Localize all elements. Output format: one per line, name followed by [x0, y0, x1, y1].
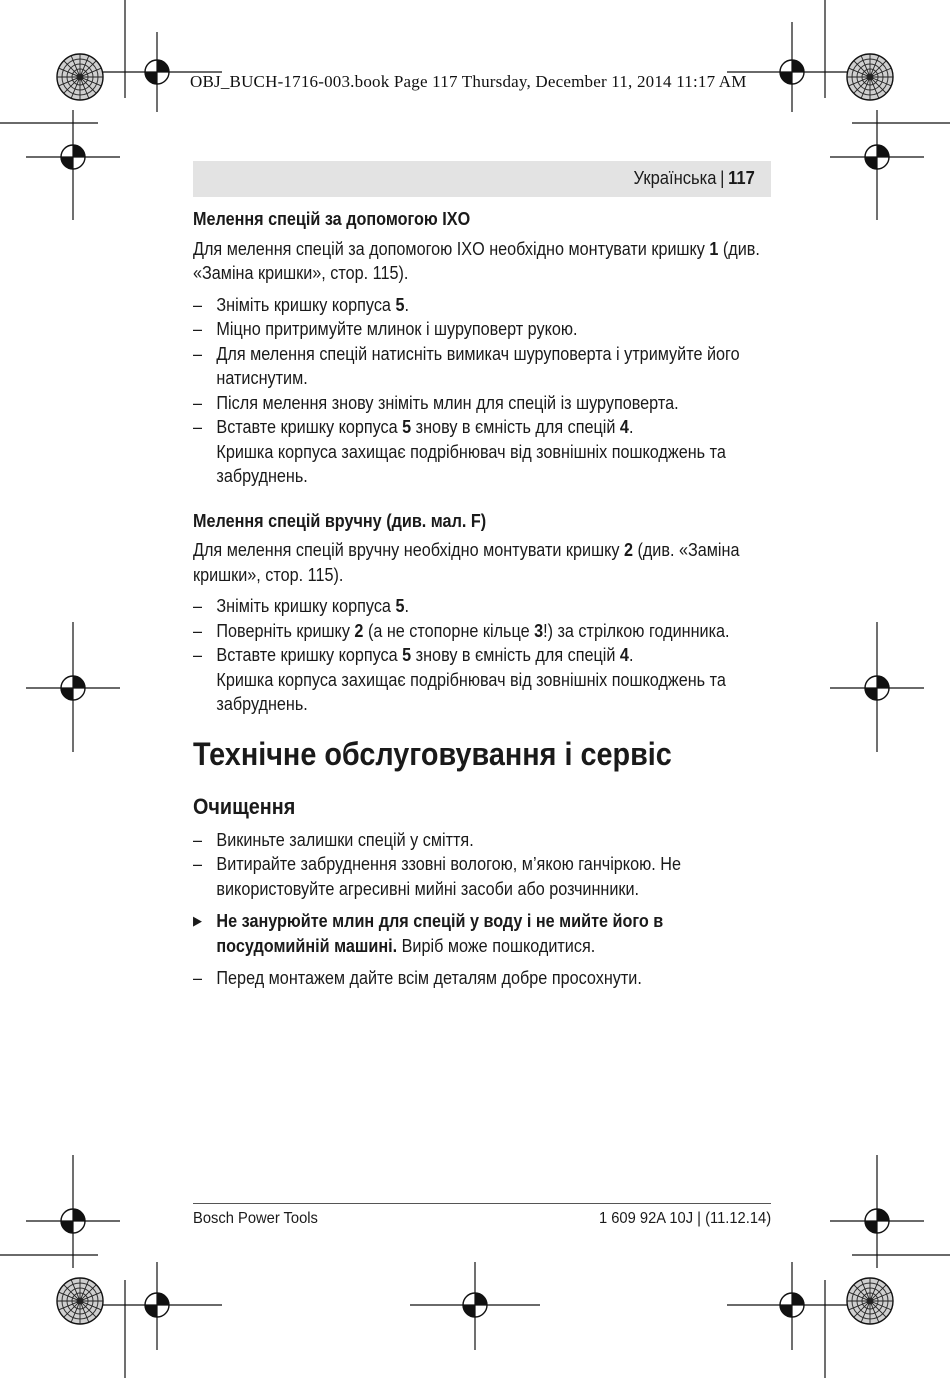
sec2-step-3: – Вставте кришку корпуса 5 знову в ємність для спецій 4. Кришка корпуса захищає подрібнювач від зовнішніх пошкоджень та забруднень.: [193, 643, 771, 717]
footer-rule: [193, 1203, 771, 1204]
print-slug-line: OBJ_BUCH-1716-003.book Page 117 Thursday, December 11, 2014 11:17 AM: [190, 72, 747, 91]
sec1-step-5-note: Кришка корпуса захищає подрібнювач від зовнішніх пошкоджень та забруднень.: [216, 441, 726, 486]
section-language-bar: [193, 161, 771, 197]
maintenance-title: Технічне обслуговування і сервіс: [193, 735, 672, 772]
sec1-step-5: – Вставте кришку корпуса 5 знову в ємність для спецій 4. Кришка корпуса захищає подрібнювач від зовнішніх пошкоджень та забруднень.: [193, 415, 771, 489]
sec2-intro: Для мелення спецій вручну необхідно монтувати кришку 2 (див. «Заміна кришки», стор. 115).: [193, 540, 740, 585]
cleaning-steps: [193, 828, 771, 991]
sec2-steps: [193, 594, 771, 717]
cleaning-step-1: – Викиньте залишки спецій у сміття.: [193, 828, 771, 853]
cleaning-step-2: – Витирайте забруднення ззовні вологою, м’якою ганчіркою. Не використовуйте агресивні мийні засоби або розчинники.: [193, 852, 771, 901]
running-header: [634, 168, 755, 189]
sec2-step-1: – Зніміть кришку корпуса 5.: [193, 594, 771, 619]
cleaning-step-3: – Перед монтажем дайте всім деталям добре просохнути.: [193, 966, 771, 991]
footer-publisher: Bosch Power Tools: [193, 1210, 318, 1227]
cleaning-warning: [193, 909, 771, 958]
page-content: [193, 207, 771, 991]
content-column: [193, 207, 771, 991]
cleaning-heading: Очищення: [193, 793, 296, 819]
sec1-step-1: – Зніміть кришку корпуса 5.: [193, 293, 771, 318]
footer-doc-code: 1 609 92A 10J | (11.12.14): [598, 1210, 771, 1227]
sec1-intro: Для мелення спецій за допомогою IXO необхідно монтувати кришку 1 (див. «Заміна кришки», стор. 115).: [193, 238, 760, 283]
sec2-step-2: – Поверніть кришку 2 (а не стопорне кільце 3!) за стрілкою годинника.: [193, 619, 771, 644]
warning-rest-text: Виріб може пошкодитися.: [397, 935, 596, 956]
sec1-heading: Мелення спецій за допомогою IXO: [193, 209, 471, 229]
sec1-step-3: – Для мелення спецій натисніть вимикач шуруповерта і утримуйте його натиснутим.: [193, 342, 771, 391]
header-separator: |: [720, 168, 725, 188]
page-number: 117: [728, 168, 755, 188]
warning-bold-text: Не занурюйте млин для спецій у воду і не мийте його в посудомийній машині.: [216, 911, 664, 956]
sec1-step-2: – Міцно притримуйте млинок і шуруповерт рукою.: [193, 317, 771, 342]
sec2-step-3-note: Кришка корпуса захищає подрібнювач від зовнішніх пошкоджень та забруднень.: [216, 669, 726, 714]
language-label: Українська: [633, 168, 717, 188]
sec1-step-4: – Після мелення знову зніміть млин для спецій із шуруповерта.: [193, 391, 771, 416]
sec2-heading: Мелення спецій вручну (див. мал. F): [193, 510, 487, 531]
sec1-steps: [193, 293, 771, 489]
